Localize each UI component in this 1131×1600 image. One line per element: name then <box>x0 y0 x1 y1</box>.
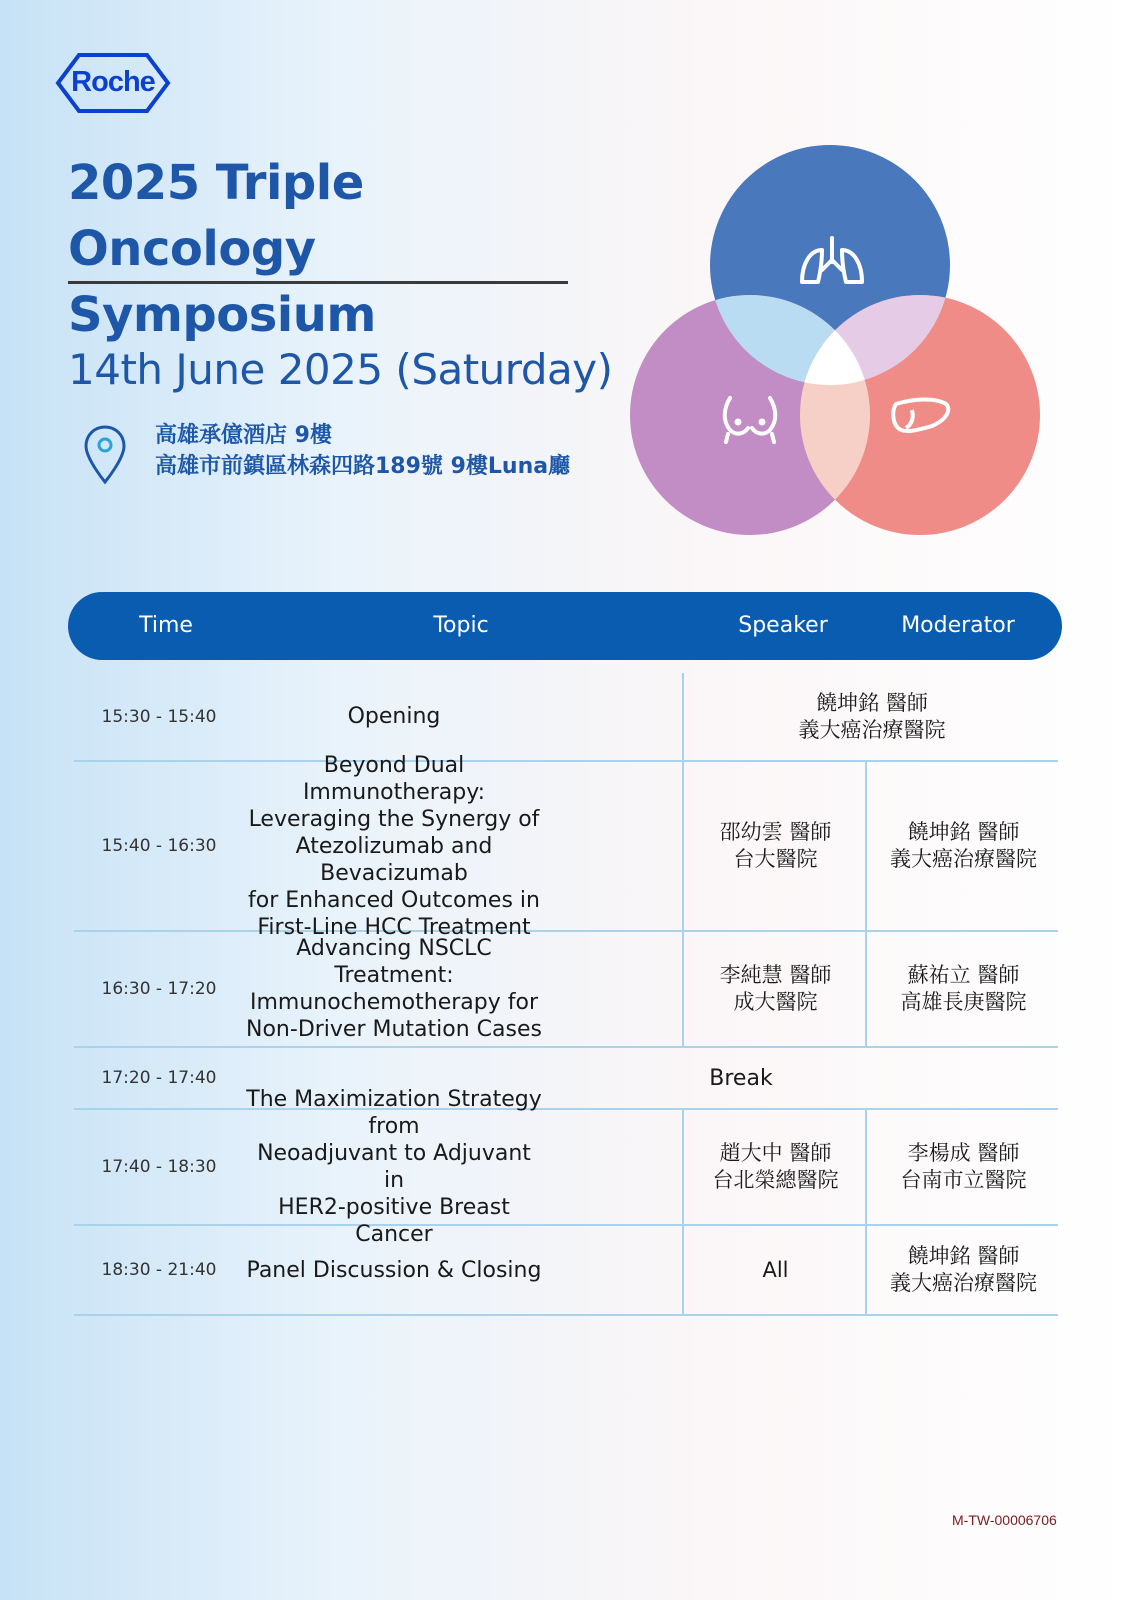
topic-cell: Panel Discussion & Closing <box>246 1257 542 1283</box>
title-line-1: 2025 Triple Oncology <box>68 155 364 277</box>
header-speaker: Speaker <box>738 613 828 638</box>
moderator-cell: 饒坤銘 醫師 義大癌治療醫院 <box>865 1226 1060 1314</box>
time-cell: 16:30 - 17:20 <box>101 979 217 999</box>
table-row <box>74 932 1058 1048</box>
speaker-cell: 趙大中 醫師 台北榮總醫院 <box>682 1110 867 1224</box>
logo-text: Roche <box>71 66 155 98</box>
title-divider <box>68 281 568 284</box>
moderator-cell: 饒坤銘 醫師 義大癌治療醫院 <box>865 762 1060 930</box>
topic-cell: Beyond Dual Immunotherapy: Leveraging the Synergy of Atezolizumab and Bevacizumab for Enhanced Outcomes in First-Line HCC Treatment <box>248 752 540 940</box>
venue <box>155 420 570 482</box>
title-line-2: Symposium <box>68 287 376 343</box>
header-moderator: Moderator <box>901 613 1015 638</box>
venn-diagram <box>630 140 1060 550</box>
table-row <box>74 673 1058 762</box>
schedule-table <box>74 673 1058 1316</box>
header-topic: Topic <box>433 613 489 638</box>
moderator-cell: 蘇祐立 醫師 高雄長庚醫院 <box>865 932 1060 1046</box>
speaker-moderator-cell: 饒坤銘 醫師 義大癌治療醫院 <box>682 673 1060 760</box>
table-row <box>74 752 1058 940</box>
time-cell: 18:30 - 21:40 <box>101 1260 217 1280</box>
break-label: Break <box>709 1065 773 1091</box>
speaker-cell: 邵幼雲 醫師 台大醫院 <box>682 762 867 930</box>
topic-cell: Advancing NSCLC Treatment: Immunochemotherapy for Non-Driver Mutation Cases <box>246 936 542 1042</box>
location-pin-icon <box>82 424 128 486</box>
header-time: Time <box>139 613 193 638</box>
event-date: 14th June 2025 (Saturday) <box>68 345 613 394</box>
topic-cell: The Maximization Strategy from Neoadjuvant to Adjuvant in HER2-positive Breast Cancer <box>246 1087 542 1247</box>
table-row <box>74 1087 1058 1247</box>
table-row <box>74 1226 1058 1316</box>
document-code: M-TW-00006706 <box>952 1512 1057 1528</box>
time-cell: 15:30 - 15:40 <box>101 706 217 727</box>
time-cell: 17:20 - 17:40 <box>101 1068 217 1088</box>
venue-name: 高雄承億酒店 9樓 <box>155 423 332 448</box>
speaker-cell: All <box>682 1226 867 1314</box>
speaker-cell: 李純慧 醫師 成大醫院 <box>682 932 867 1046</box>
moderator-cell: 李楊成 醫師 台南市立醫院 <box>865 1110 1060 1224</box>
time-cell: 15:40 - 16:30 <box>101 836 217 856</box>
venue-address: 高雄市前鎮區林森四路189號 9樓Luna廳 <box>155 454 571 479</box>
topic-cell: Opening <box>347 704 441 729</box>
table-header <box>68 592 1062 660</box>
time-cell: 17:40 - 18:30 <box>101 1157 217 1177</box>
table-row <box>74 1048 1058 1110</box>
roche-logo <box>55 52 171 114</box>
page-title <box>68 150 588 348</box>
